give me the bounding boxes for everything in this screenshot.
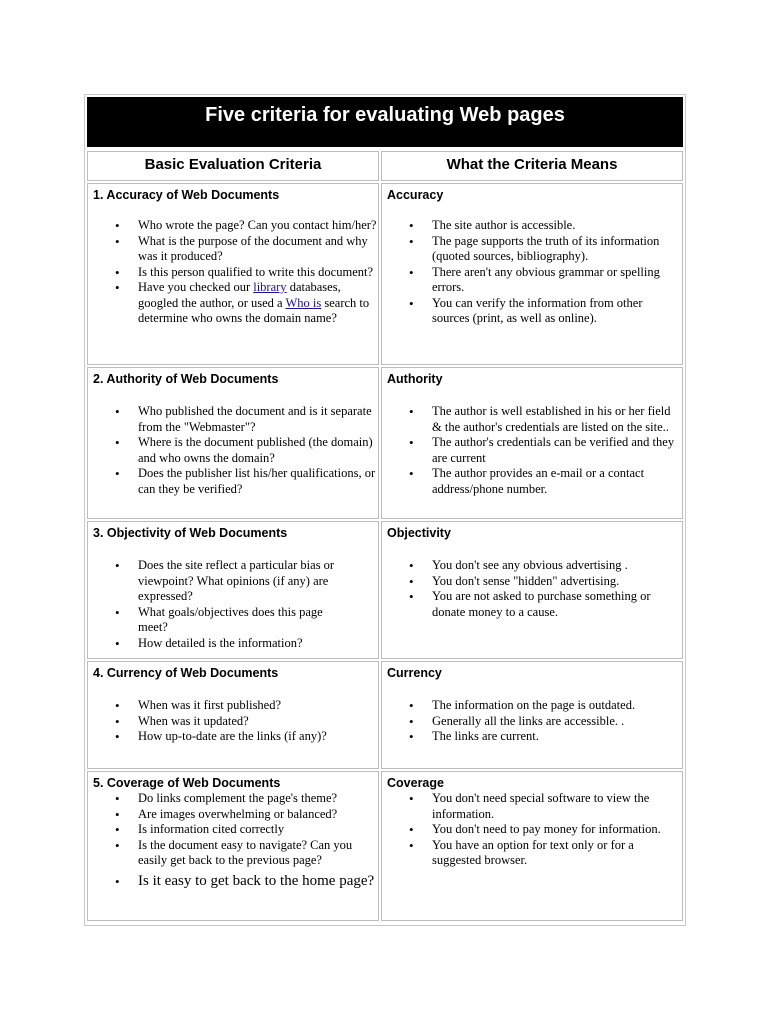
list-item: • What goals/objectives does this page meet? (138, 605, 353, 636)
list-item: • Do links complement the page's theme? (138, 791, 378, 807)
accuracy-criteria-list (88, 218, 378, 327)
row-title-objectivity-criteria: 3. Objectivity of Web Documents (93, 526, 288, 540)
list-item: • The author provides an e-mail or a contact address/phone number. (432, 466, 677, 497)
objectivity-meaning-list (382, 558, 662, 620)
list-item: • You can verify the information from other sources (print, as well as online). (432, 296, 672, 327)
criteria-table (84, 94, 686, 926)
list-item: • Is the document easy to navigate? Can you easily get back to the previous page? (138, 838, 378, 869)
coverage-criteria-list (88, 791, 378, 891)
row-title-coverage: Coverage (387, 776, 444, 790)
list-item: • Who wrote the page? Can you contact him/her? (138, 218, 378, 234)
row-accuracy-right-cell (381, 183, 683, 365)
list-item: • You don't sense "hidden" advertising. (432, 574, 662, 590)
list-item: • Does the site reflect a particular bias or viewpoint? What opinions (if any) are expressed? (138, 558, 353, 605)
list-item: • How detailed is the information? (138, 636, 353, 652)
row-title-authority-criteria: 2. Authority of Web Documents (93, 372, 279, 386)
row-authority-left-cell (87, 367, 379, 519)
row-coverage-right-cell (381, 771, 683, 921)
row-currency-left-cell (87, 661, 379, 769)
list-item: • Is it easy to get back to the home page? (138, 872, 378, 891)
row-authority-right-cell (381, 367, 683, 519)
row-title-coverage-criteria: 5. Coverage of Web Documents (93, 776, 281, 790)
list-item: • The author is well established in his or her field & the author's credentials are listed on the site.. (432, 404, 677, 435)
list-item: • The information on the page is outdated. (432, 698, 677, 714)
list-item: • The page supports the truth of its information (quoted sources, bibliography). (432, 234, 672, 265)
list-item: • Does the publisher list his/her qualifications, or can they be verified? (138, 466, 378, 497)
list-item: • There aren't any obvious grammar or spelling errors. (432, 265, 672, 296)
list-item: • You are not asked to purchase something or donate money to a cause. (432, 589, 662, 620)
list-item: • Where is the document published (the domain) and who owns the domain? (138, 435, 378, 466)
row-title-accuracy: Accuracy (387, 188, 444, 202)
authority-criteria-list (88, 404, 378, 497)
column-header-left: Basic Evaluation Criteria (87, 151, 379, 181)
authority-meaning-list (382, 404, 677, 497)
currency-meaning-list (382, 698, 677, 745)
list-item: • You have an option for text only or for a suggested browser. (432, 838, 672, 869)
list-item: • Generally all the links are accessible. . (432, 714, 677, 730)
library-link[interactable]: library (253, 280, 287, 294)
whois-link[interactable]: Who is (285, 295, 322, 310)
list-item: • Is this person qualified to write this document? (138, 265, 378, 281)
row-currency-right-cell (381, 661, 683, 769)
row-title-currency: Currency (387, 666, 442, 680)
list-item: • When was it updated? (138, 714, 378, 730)
currency-criteria-list (88, 698, 378, 745)
row-title-objectivity: Objectivity (387, 526, 451, 540)
list-item: • When was it first published? (138, 698, 378, 714)
accuracy-meaning-list (382, 218, 672, 327)
row-objectivity-right-cell (381, 521, 683, 659)
list-item: • You don't see any obvious advertising . (432, 558, 662, 574)
list-item: • The site author is accessible. (432, 218, 672, 234)
row-coverage-left-cell (87, 771, 379, 921)
row-title-currency-criteria: 4. Currency of Web Documents (93, 666, 279, 680)
list-item: • How up-to-date are the links (if any)? (138, 729, 378, 745)
row-objectivity-left-cell (87, 521, 379, 659)
row-accuracy-left-cell (87, 183, 379, 365)
list-item: • The author's credentials can be verified and they are current (432, 435, 677, 466)
list-item: • Are images overwhelming or balanced? (138, 807, 378, 823)
objectivity-criteria-list (88, 558, 353, 651)
list-item: • You don't need special software to view the information. (432, 791, 672, 822)
list-item: • Who published the document and is it separate from the "Webmaster"? (138, 404, 378, 435)
row-title-authority: Authority (387, 372, 443, 386)
list-item: • The links are current. (432, 729, 677, 745)
list-item: • You don't need to pay money for information. (432, 822, 672, 838)
table-title: Five criteria for evaluating Web pages (87, 97, 683, 147)
column-header-right: What the Criteria Means (381, 151, 683, 181)
coverage-meaning-list (382, 791, 672, 869)
row-title-accuracy-criteria: 1. Accuracy of Web Documents (93, 188, 280, 202)
list-item: • Is information cited correctly (138, 822, 378, 838)
list-item: • What is the purpose of the document and why was it produced? (138, 234, 378, 265)
list-item-with-links: • Have you checked our library databases, googled the author, or used a Who is search to determine who owns the domain name? (138, 280, 378, 327)
